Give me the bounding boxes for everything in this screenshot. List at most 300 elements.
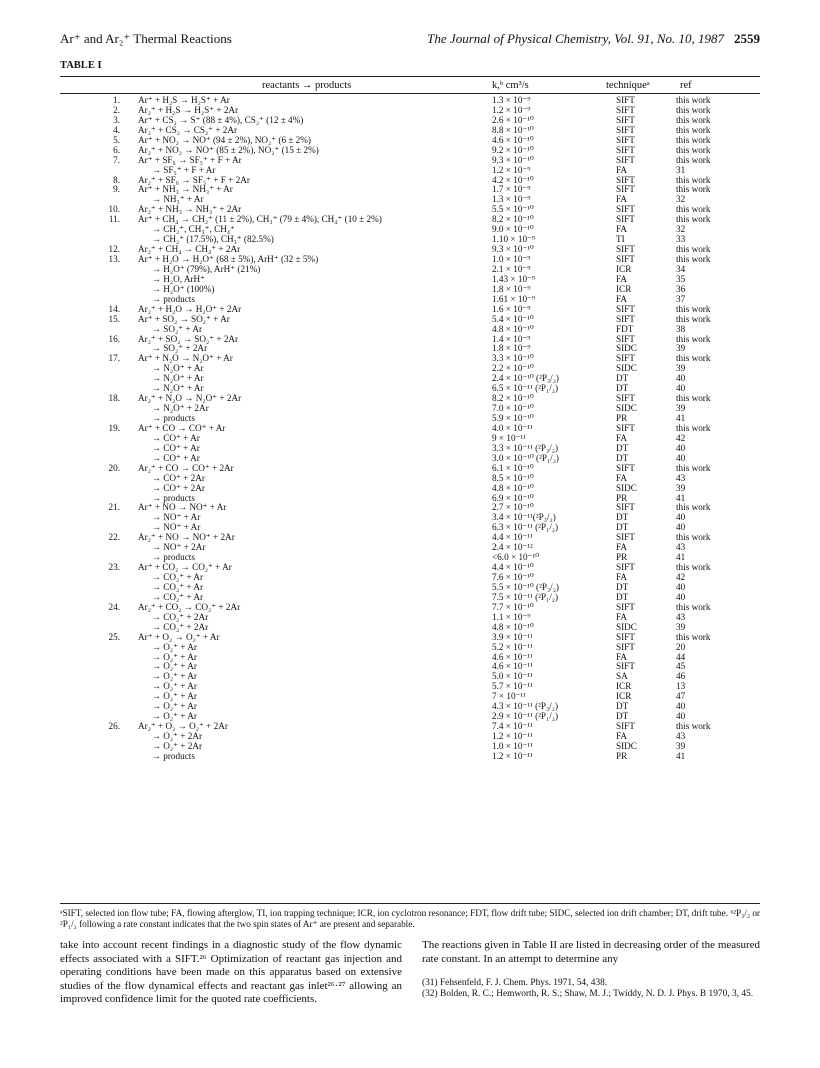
reaction-cell: Ar⁺ + CO₂ → CO₂⁺ + Ar <box>138 562 232 573</box>
reaction-cell: Ar⁺ + NO₂ → NO⁺ (94 ± 2%), NO₂⁺ (6 ± 2%) <box>138 134 311 145</box>
rate-constant-cell: 4.4 × 10⁻¹¹ <box>492 532 533 543</box>
technique-cell: SIDC <box>616 740 637 751</box>
rate-constant-cell: 2.4 × 10⁻¹² <box>492 542 533 553</box>
col-header-ref: ref <box>680 80 692 91</box>
ref-cell: 43 <box>676 472 686 483</box>
reaction-cell: → SO₂⁺ + Ar <box>138 323 203 334</box>
rate-constant-cell: 8.2 × 10⁻¹⁰ <box>492 214 534 225</box>
ref-cell: 41 <box>676 552 686 563</box>
technique-cell: PR <box>616 750 628 761</box>
ref-cell: this work <box>676 532 711 543</box>
row-number: 20. <box>108 462 120 473</box>
ref-cell: 36 <box>676 283 686 294</box>
ref-cell: 41 <box>676 750 686 761</box>
rate-constant-cell: 1.0 × 10⁻¹¹ <box>492 740 533 751</box>
row-number: 12. <box>108 244 120 255</box>
rate-constant-cell: 9.3 × 10⁻¹⁰ <box>492 244 534 255</box>
reaction-cell: → products <box>138 750 195 761</box>
row-number: 10. <box>108 204 120 215</box>
technique-cell: DT <box>616 591 629 602</box>
ref-cell: 40 <box>676 452 686 463</box>
reaction-cell: Ar₂⁺ + CO → CO⁺ + 2Ar <box>138 462 234 473</box>
reaction-cell: → CO₂⁺ + Ar <box>138 572 204 582</box>
ref-cell: this work <box>676 104 711 115</box>
page-number: 2559 <box>734 31 760 46</box>
rate-constant-cell: 5.5 × 10⁻¹⁰ (²P₃/₂) <box>492 581 559 592</box>
ref-cell: 39 <box>676 621 686 632</box>
header-title: Ar⁺ and Ar₂⁺ Thermal Reactions <box>60 31 232 46</box>
row-number: 17. <box>108 353 120 364</box>
reaction-cell: Ar⁺ + CS₂ → S⁺ (88 ± 4%), CS₂⁺ (12 ± 4%) <box>138 114 304 125</box>
technique-cell: FA <box>616 194 628 205</box>
rate-constant-cell: 6.1 × 10⁻¹⁰ <box>492 462 534 473</box>
reaction-cell: → CO₂⁺ + Ar <box>138 581 204 592</box>
technique-cell: DT <box>616 701 629 712</box>
row-number: 5. <box>113 134 120 145</box>
body-text-left: take into account recent findings in a diagnostic study of the flow dynamic effects associated with a SIFT.²⁶ Optimization of reactant gas injection and operating conditions have been made on this apparatus based on extensive studies of the flow dynamical effects and reactant gas inlet²⁶·²⁷ allowing an improved confidence limit for the quoted rate coefficients. <box>60 939 402 1006</box>
rate-constant-cell: 4.4 × 10⁻¹⁰ <box>492 562 534 573</box>
technique-cell: PR <box>616 552 628 563</box>
reaction-cell: → products <box>138 413 195 423</box>
technique-cell: FA <box>616 293 628 304</box>
reaction-cell: → products <box>138 492 195 503</box>
rate-constant-cell: 6.5 × 10⁻¹¹ (²P₁/₂) <box>492 383 559 394</box>
rate-constant-cell: 7.4 × 10⁻¹¹ <box>492 721 533 732</box>
ref-cell: this work <box>676 631 711 642</box>
reaction-cell: → O₂⁺ + Ar <box>138 661 197 672</box>
technique-cell: SIFT <box>616 184 635 195</box>
reaction-cell: Ar₂⁺ + SO₂ → SO₂⁺ + 2Ar <box>138 333 239 344</box>
ref-cell: this work <box>676 422 711 433</box>
ref-cell: this work <box>676 174 711 185</box>
rate-constant-cell: 5.5 × 10⁻¹⁰ <box>492 204 534 215</box>
technique-cell: SIFT <box>616 422 635 433</box>
technique-cell: SIFT <box>616 631 635 642</box>
technique-cell: SIFT <box>616 154 635 165</box>
ref-cell: 34 <box>676 263 686 274</box>
ref-cell: 43 <box>676 542 686 553</box>
reaction-cell: → O₂⁺ + Ar <box>138 691 197 702</box>
ref-cell: 41 <box>676 492 686 503</box>
reaction-cell: Ar⁺ + CO → CO⁺ + Ar <box>138 422 226 433</box>
reaction-cell: → H₂O⁺ (79%), ArH⁺ (21%) <box>138 263 261 274</box>
ref-cell: this work <box>676 462 711 473</box>
technique-cell: DT <box>616 442 629 453</box>
ref-cell: 40 <box>676 512 686 523</box>
rate-constant-cell: 1.2 × 10⁻¹¹ <box>492 750 533 761</box>
technique-cell: SIFT <box>616 601 635 612</box>
technique-cell: PR <box>616 413 628 423</box>
reaction-cell: → CO⁺ + Ar <box>138 432 200 443</box>
ref-cell: 44 <box>676 651 686 662</box>
ref-cell: this work <box>676 353 711 364</box>
ref-cell: this work <box>676 184 711 195</box>
technique-cell: SIFT <box>616 134 635 145</box>
rate-constant-cell: 1.43 × 10⁻⁹ <box>492 273 536 284</box>
technique-cell: SIFT <box>616 532 635 543</box>
rate-constant-cell: 7 × 10⁻¹¹ <box>492 691 526 702</box>
table-footnote: ᵃSIFT, selected ion flow tube; FA, flowing afterglow, TI, ion trapping technique; ICR, ion cyclotron resonance; FDT, flow drift tube; SIDC, selected ion drift chamber; DT, drift tube. ᵇ²P₃/₂ or ²P₁/₂ following a rate constant indicates that the two spin states of Ar⁺ are present and separable. <box>60 908 760 929</box>
body-text-right: The reactions given in Table II are listed in decreasing order of the measured rate constant. In an attempt to determine any <box>422 939 760 965</box>
ref-cell: 40 <box>676 701 686 712</box>
rate-constant-cell: 6.9 × 10⁻¹⁰ <box>492 492 534 503</box>
reaction-cell: Ar₂⁺ + SF₆ → SF₅⁺ + F + 2Ar <box>138 174 250 185</box>
reaction-cell: → NO⁺ + Ar <box>138 512 201 523</box>
table-row <box>60 484 760 494</box>
technique-cell: FA <box>616 542 628 553</box>
rate-constant-cell: 4.6 × 10⁻¹¹ <box>492 651 533 662</box>
reaction-cell: → O₂⁺ + Ar <box>138 681 197 692</box>
rate-constant-cell: 1.0 × 10⁻⁹ <box>492 254 531 264</box>
reaction-cell: → O₂⁺ + Ar <box>138 701 197 712</box>
row-number: 15. <box>108 313 120 324</box>
reaction-cell: Ar⁺ + NH₃ → NH₃⁺ + Ar <box>138 184 233 195</box>
ref-cell: 20 <box>676 641 686 652</box>
ref-cell: 31 <box>676 164 686 175</box>
reaction-cell: → NO⁺ + 2Ar <box>138 542 206 553</box>
reaction-cell: → O₂⁺ + Ar <box>138 651 197 662</box>
reference-31: (31) Fehsenfeld, F. J. Chem. Phys. 1971, 54, 438. <box>422 978 608 988</box>
rate-constant-cell: 5.4 × 10⁻¹⁰ <box>492 313 534 324</box>
reaction-cell: → products <box>138 552 195 563</box>
ref-cell: 40 <box>676 373 686 384</box>
rate-constant-cell: 1.2 × 10⁻⁹ <box>492 104 531 115</box>
technique-cell: DT <box>616 512 629 523</box>
ref-cell: 35 <box>676 273 686 284</box>
reaction-cell: → O₂⁺ + 2Ar <box>138 731 203 741</box>
technique-cell: ICR <box>616 691 632 702</box>
rate-constant-cell: 5.0 × 10⁻¹¹ <box>492 671 533 682</box>
technique-cell: SIFT <box>616 353 635 364</box>
reaction-cell: → N₂O⁺ + Ar <box>138 363 204 374</box>
rate-constant-cell: 4.6 × 10⁻¹¹ <box>492 661 533 672</box>
technique-cell: SIFT <box>616 393 635 404</box>
row-number: 16. <box>108 333 120 344</box>
ref-cell: 45 <box>676 661 686 672</box>
reaction-cell: → CO₂⁺ + 2Ar <box>138 611 209 622</box>
reaction-cell: → H₂O⁺ (100%) <box>138 283 215 294</box>
rate-constant-cell: 3.3 × 10⁻¹¹ (²P₃/₂) <box>492 442 559 453</box>
rate-constant-cell: 1.4 × 10⁻⁹ <box>492 333 531 344</box>
technique-cell: DT <box>616 522 629 533</box>
technique-cell: DT <box>616 711 629 722</box>
row-number: 24. <box>108 601 120 612</box>
rate-constant-cell: 3.3 × 10⁻¹⁰ <box>492 353 534 364</box>
rate-constant-cell: 3.0 × 10⁻¹⁰ (²P₁/₂) <box>492 452 559 463</box>
ref-cell: this work <box>676 254 711 264</box>
rate-constant-cell: 7.5 × 10⁻¹¹ (²P₁/₂) <box>492 591 559 602</box>
journal-citation: The Journal of Physical Chemistry, Vol. 91, No. 10, 1987 <box>427 31 724 46</box>
technique-cell: FA <box>616 472 628 483</box>
reaction-cell: Ar₂⁺ + H₂O → H₂O⁺ + 2Ar <box>138 303 242 314</box>
ref-cell: this work <box>676 562 711 573</box>
rate-constant-cell: 4.8 × 10⁻¹⁰ <box>492 323 534 334</box>
row-number: 22. <box>108 532 120 543</box>
ref-cell: 40 <box>676 383 686 394</box>
table-bottom-rule <box>60 903 760 904</box>
ref-cell: this work <box>676 144 711 155</box>
technique-cell: SIFT <box>616 562 635 573</box>
row-number: 8. <box>113 174 120 185</box>
row-number: 6. <box>113 144 120 155</box>
row-number: 18. <box>108 393 120 404</box>
technique-cell: SIFT <box>616 333 635 344</box>
table-header-rule <box>60 93 760 94</box>
reaction-cell: → SF₅⁺ + F + Ar <box>138 164 216 175</box>
reaction-cell: → N₂O⁺ + 2Ar <box>138 403 209 414</box>
rate-constant-cell: 8.5 × 10⁻¹⁰ <box>492 472 534 483</box>
rate-constant-cell: 4.2 × 10⁻¹⁰ <box>492 174 534 185</box>
technique-cell: SIFT <box>616 114 635 125</box>
technique-cell: DT <box>616 373 629 384</box>
technique-cell: SIFT <box>616 313 635 324</box>
ref-cell: 47 <box>676 691 686 702</box>
rate-constant-cell: 4.8 × 10⁻¹⁰ <box>492 621 534 632</box>
technique-cell: SIFT <box>616 95 635 105</box>
rate-constant-cell: 7.0 × 10⁻¹⁰ <box>492 403 534 414</box>
technique-cell: DT <box>616 581 629 592</box>
rate-constant-cell: 1.61 × 10⁻⁹ <box>492 293 536 304</box>
ref-cell: 32 <box>676 224 686 235</box>
technique-cell: SIFT <box>616 661 635 672</box>
ref-cell: this work <box>676 154 711 165</box>
ref-cell: 13 <box>676 681 686 692</box>
reaction-cell: → O₂⁺ + Ar <box>138 711 197 722</box>
rate-constant-cell: 4.0 × 10⁻¹¹ <box>492 422 533 433</box>
ref-cell: this work <box>676 244 711 255</box>
technique-cell: SIFT <box>616 641 635 652</box>
row-number: 21. <box>108 502 120 513</box>
ref-cell: 42 <box>676 432 686 443</box>
ref-cell: 37 <box>676 293 686 304</box>
reaction-cell: Ar₂⁺ + N₂O → N₂O⁺ + 2Ar <box>138 393 242 404</box>
row-number: 9. <box>113 184 120 195</box>
references <box>422 978 760 1000</box>
reaction-cell: → CO⁺ + Ar <box>138 452 200 463</box>
col-header-k: k,ᵇ cm³/s <box>492 80 529 91</box>
col-header-reaction: reactants → products <box>262 80 352 91</box>
technique-cell: FA <box>616 611 628 622</box>
technique-cell: PR <box>616 492 628 503</box>
reaction-cell: Ar⁺ + O₂ → O₂⁺ + Ar <box>138 631 220 642</box>
technique-cell: SIFT <box>616 204 635 215</box>
reaction-cell: → N₂O⁺ + Ar <box>138 373 204 384</box>
reaction-cell: Ar₂⁺ + NH₃ → NH₃⁺ + 2Ar <box>138 204 242 215</box>
rate-constant-cell: 9.0 × 10⁻¹⁰ <box>492 224 534 235</box>
ref-cell: 38 <box>676 323 686 334</box>
reaction-cell: Ar₂⁺ + CS₂ → CS₂⁺ + 2Ar <box>138 124 238 135</box>
technique-cell: SIFT <box>616 502 635 513</box>
row-number: 11. <box>108 214 120 225</box>
technique-cell: SIFT <box>616 144 635 155</box>
rate-constant-cell: 2.9 × 10⁻¹¹ (²P₁/₂) <box>492 711 559 722</box>
rate-constant-cell: 2.4 × 10⁻¹⁰ (²P₃/₂) <box>492 373 559 384</box>
reaction-cell: → CO⁺ + 2Ar <box>138 472 205 483</box>
technique-cell: DT <box>616 383 629 394</box>
reaction-cell: → CO₂⁺ + Ar <box>138 591 204 602</box>
ref-cell: 39 <box>676 403 686 414</box>
rate-constant-cell: 6.3 × 10⁻¹¹ (²P₁/₂) <box>492 522 559 533</box>
ref-cell: 40 <box>676 581 686 592</box>
row-number: 1. <box>113 95 120 105</box>
technique-cell: FA <box>616 731 628 741</box>
ref-cell: this work <box>676 114 711 125</box>
row-number: 2. <box>113 104 120 115</box>
reaction-cell: → N₂O⁺ + Ar <box>138 383 204 394</box>
reaction-cell: Ar⁺ + CH₄ → CH₂⁺ (11 ± 2%), CH₃⁺ (79 ± 4%), CH₄⁺ (10 ± 2%) <box>138 214 382 225</box>
ref-cell: 40 <box>676 442 686 453</box>
ref-cell: this work <box>676 333 711 344</box>
ref-cell: 39 <box>676 343 686 354</box>
technique-cell: SIFT <box>616 244 635 255</box>
row-number: 13. <box>108 254 120 264</box>
technique-cell: SIFT <box>616 462 635 473</box>
technique-cell: TI <box>616 234 625 245</box>
row-number: 14. <box>108 303 120 314</box>
technique-cell: SIFT <box>616 214 635 225</box>
rate-constant-cell: 2.6 × 10⁻¹⁰ <box>492 114 534 125</box>
ref-cell: 40 <box>676 522 686 533</box>
ref-cell: 39 <box>676 482 686 493</box>
reaction-cell: → O₂⁺ + 2Ar <box>138 740 203 751</box>
technique-cell: SIFT <box>616 303 635 314</box>
ref-cell: this work <box>676 303 711 314</box>
table-row <box>60 752 760 762</box>
rate-constant-cell: 7.7 × 10⁻¹⁰ <box>492 601 534 612</box>
reaction-cell: Ar₂⁺ + H₂S → H₂S⁺ + 2Ar <box>138 104 239 115</box>
rate-constant-cell: 1.8 × 10⁻⁹ <box>492 283 531 294</box>
rate-constant-cell: 1.10 × 10⁻⁹ <box>492 234 536 245</box>
reaction-cell: Ar⁺ + SO₂ → SO₂⁺ + Ar <box>138 313 230 324</box>
rate-constant-cell: 2.1 × 10⁻⁹ <box>492 263 531 274</box>
rate-constant-cell: 8.2 × 10⁻¹⁰ <box>492 393 534 404</box>
rate-constant-cell: 4.3 × 10⁻¹¹ (²P₃/₂) <box>492 701 559 712</box>
technique-cell: FA <box>616 432 628 443</box>
rate-constant-cell: 7.6 × 10⁻¹⁰ <box>492 572 534 582</box>
ref-cell: 40 <box>676 711 686 722</box>
rate-constant-cell: 1.7 × 10⁻⁹ <box>492 184 531 195</box>
technique-cell: SIFT <box>616 174 635 185</box>
technique-cell: ICR <box>616 283 632 294</box>
ref-cell: this work <box>676 134 711 145</box>
reaction-cell: Ar₂⁺ + NO → NO⁺ + 2Ar <box>138 532 235 543</box>
row-number: 23. <box>108 562 120 573</box>
reaction-cell: → CO⁺ + Ar <box>138 442 200 453</box>
header-journal <box>427 31 760 47</box>
technique-cell: ICR <box>616 681 632 692</box>
rate-constant-cell: 1.3 × 10⁻⁹ <box>492 95 531 105</box>
technique-cell: ICR <box>616 263 632 274</box>
ref-cell: this work <box>676 393 711 404</box>
reaction-cell: Ar₂⁺ + O₂ → O₂⁺ + 2Ar <box>138 721 228 732</box>
row-number: 25. <box>108 631 120 642</box>
technique-cell: SIFT <box>616 124 635 135</box>
reference-32: (32) Bolden, R. C.; Hemworth, R. S.; Shaw, M. J.; Twiddy, N. D. J. Phys. B 1970, 3, 45. <box>422 989 754 999</box>
rate-constant-cell: 4.8 × 10⁻¹⁰ <box>492 482 534 493</box>
row-number: 4. <box>113 124 120 135</box>
technique-cell: SIDC <box>616 363 637 374</box>
rate-constant-cell: 1.8 × 10⁻⁹ <box>492 343 531 354</box>
technique-cell: SIFT <box>616 721 635 732</box>
row-number: 7. <box>113 154 120 165</box>
ref-cell: 39 <box>676 363 686 374</box>
table-label: TABLE I <box>60 60 102 71</box>
ref-cell: 42 <box>676 572 686 582</box>
technique-cell: SIFT <box>616 104 635 115</box>
row-number: 26. <box>108 721 120 732</box>
ref-cell: 32 <box>676 194 686 205</box>
rate-constant-cell: 1.1 × 10⁻⁹ <box>492 611 531 622</box>
ref-cell: this work <box>676 214 711 225</box>
ref-cell: this work <box>676 204 711 215</box>
reaction-cell: → H₂O, ArH⁺ <box>138 273 206 284</box>
rate-constant-cell: 1.2 × 10⁻⁹ <box>492 164 531 175</box>
rate-constant-cell: 9.2 × 10⁻¹⁰ <box>492 144 534 155</box>
table-row <box>60 643 760 653</box>
row-number: 3. <box>113 114 120 125</box>
technique-cell: SIDC <box>616 343 637 354</box>
reaction-cell: → O₂⁺ + Ar <box>138 671 197 682</box>
reaction-cell: → CH₂⁺ (17.5%), CH₃⁺ (82.5%) <box>138 234 274 245</box>
technique-cell: SA <box>616 671 628 682</box>
ref-cell: 43 <box>676 731 686 741</box>
rate-constant-cell: 2.2 × 10⁻¹⁰ <box>492 363 534 374</box>
reaction-cell: → CO⁺ + 2Ar <box>138 482 205 493</box>
rate-constant-cell: 2.7 × 10⁻¹⁰ <box>492 502 534 513</box>
technique-cell: FA <box>616 273 628 284</box>
rate-constant-cell: 1.3 × 10⁻⁹ <box>492 194 531 205</box>
rate-constant-cell: 1.6 × 10⁻⁹ <box>492 303 531 314</box>
ref-cell: this work <box>676 601 711 612</box>
ref-cell: 39 <box>676 740 686 751</box>
technique-cell: SIDC <box>616 482 637 493</box>
rate-constant-cell: 1.2 × 10⁻¹¹ <box>492 731 533 741</box>
ref-cell: 40 <box>676 591 686 602</box>
technique-cell: FDT <box>616 323 634 334</box>
technique-cell: SIDC <box>616 403 637 414</box>
rate-constant-cell: 5.9 × 10⁻¹⁰ <box>492 413 534 423</box>
ref-cell: this work <box>676 95 711 105</box>
technique-cell: FA <box>616 651 628 662</box>
ref-cell: 33 <box>676 234 686 245</box>
table-body <box>60 96 760 762</box>
reaction-cell: → NH₃⁺ + Ar <box>138 194 204 205</box>
ref-cell: this work <box>676 502 711 513</box>
technique-cell: FA <box>616 224 628 235</box>
col-header-technique: techniqueᵃ <box>606 80 650 91</box>
rate-constant-cell: 3.4 × 10⁻¹¹(²P₃/₂) <box>492 512 556 523</box>
reaction-cell: → products <box>138 293 195 304</box>
reaction-cell: Ar₂⁺ + CH₄ → CH₄⁺ + 2Ar <box>138 244 241 255</box>
reaction-cell: Ar⁺ + N₂O → N₂O⁺ + Ar <box>138 353 233 364</box>
technique-cell: SIFT <box>616 254 635 264</box>
table-row <box>60 325 760 335</box>
technique-cell: SIDC <box>616 621 637 632</box>
ref-cell: 41 <box>676 413 686 423</box>
ref-cell: 43 <box>676 611 686 622</box>
row-number: 19. <box>108 422 120 433</box>
reaction-cell: Ar⁺ + NO → NO⁺ + Ar <box>138 502 227 513</box>
ref-cell: this work <box>676 313 711 324</box>
reaction-cell: Ar₂⁺ + CO₂ → CO₂⁺ + 2Ar <box>138 601 241 612</box>
ref-cell: this work <box>676 124 711 135</box>
rate-constant-cell: 5.7 × 10⁻¹¹ <box>492 681 533 692</box>
reaction-cell: → NO⁺ + Ar <box>138 522 201 533</box>
rate-constant-cell: 9.3 × 10⁻¹⁰ <box>492 154 534 165</box>
reaction-cell: → SO₂⁺ + 2Ar <box>138 343 208 354</box>
reaction-cell: Ar⁺ + H₂S → H₂S⁺ + Ar <box>138 95 230 105</box>
rate-constant-cell: 8.8 × 10⁻¹⁰ <box>492 124 534 135</box>
